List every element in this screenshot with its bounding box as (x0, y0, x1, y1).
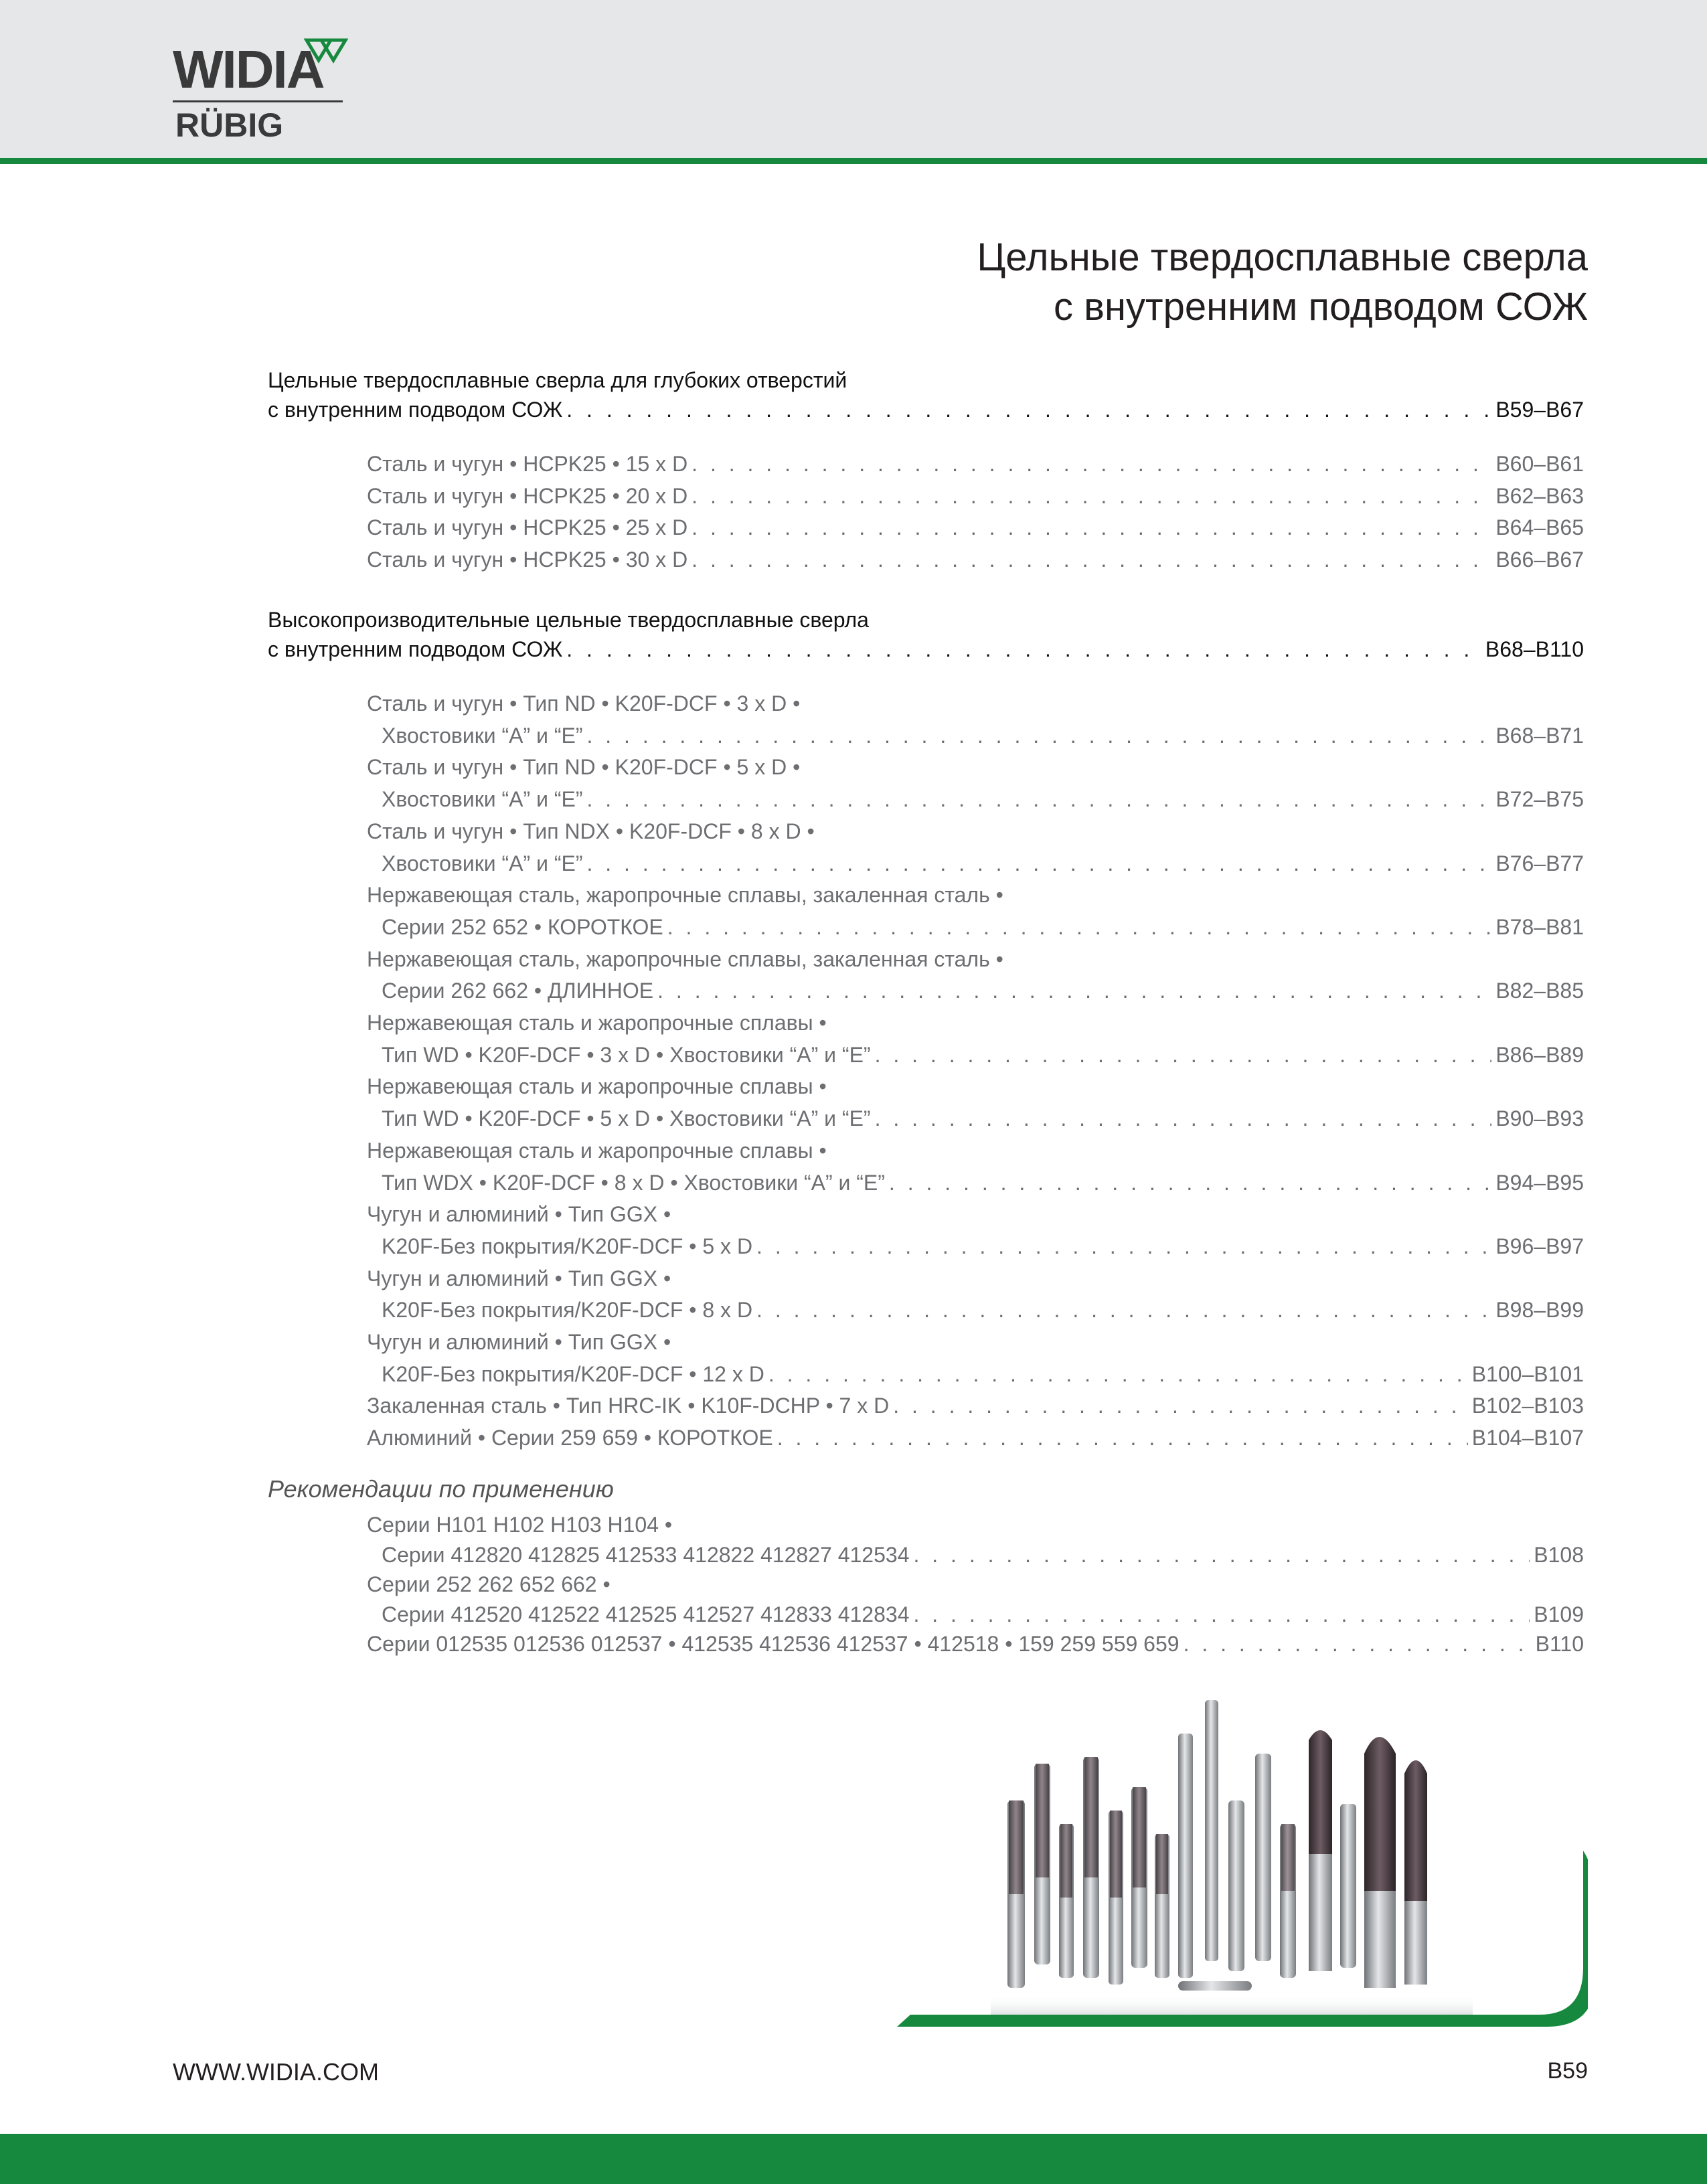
toc-page-ref: B68–B71 (1495, 723, 1584, 748)
toc-page-ref: B72–B75 (1495, 787, 1584, 812)
leader-dots (667, 912, 1492, 944)
toc-list-deep-hole (367, 448, 1584, 576)
leader-dots (913, 1600, 1530, 1630)
toc-section-recommendations-title: Рекомендации по применению (268, 1475, 614, 1503)
toc-page-ref: B66–B67 (1495, 547, 1584, 572)
toc-item-line2: Серии 412520 412522 412525 412527 412833 412834 (382, 1602, 910, 1626)
toc-page-ref: B68–B110 (1485, 637, 1584, 661)
toc-page-ref: B110 (1535, 1632, 1584, 1656)
toc-page-ref: B60–B61 (1495, 452, 1584, 476)
toc-item-line1: Сталь и чугун • Тип ND • K20F-DCF • 5 x D • (367, 755, 801, 780)
toc-item-line1: Чугун и алюминий • Тип GGX • (367, 1330, 671, 1355)
toc-item-text: Сталь и чугун • HCPK25 • 20 x D (367, 483, 688, 508)
toc-page-ref: B96–B97 (1495, 1234, 1584, 1258)
toc-page-ref: B62–B63 (1495, 483, 1584, 508)
toc-item (367, 1007, 1584, 1071)
toc-item-line2: Хвостовики “A” и “E” (382, 851, 583, 875)
leader-dots (875, 1039, 1492, 1072)
toc-item-line2: Тип WD • K20F-DCF • 5 x D • Хвостовики “A” и “E” (382, 1106, 871, 1131)
toc-item-line1: Нержавеющая сталь и жаропрочные сплавы • (367, 1074, 827, 1099)
leader-dots (692, 481, 1491, 513)
toc-item-line1: Нержавеющая сталь, жаропрочные сплавы, закаленная сталь • (367, 883, 1003, 908)
toc-page-ref: B102–B103 (1471, 1394, 1584, 1418)
toc-item (367, 816, 1584, 879)
drills-product-photo (870, 1700, 1588, 2028)
toc-section-title-line1: Высокопроизводительные цельные твердосплавные сверла (268, 608, 869, 632)
header-rule (0, 158, 1707, 164)
widia-rubig-logo (173, 37, 347, 145)
toc-page-ref: B94–B95 (1495, 1170, 1584, 1195)
toc-item (367, 1570, 1584, 1629)
toc-item-line1: Нержавеющая сталь и жаропрочные сплавы • (367, 1011, 827, 1035)
toc-item-line2: K20F-Без покрытия/K20F-DCF • 5 x D (382, 1234, 753, 1258)
toc-section-title-line1: Цельные твердосплавные сверла для глубоких отверстий (268, 368, 847, 392)
toc-item (367, 752, 1584, 815)
leader-dots (692, 512, 1491, 544)
toc-section-high-performance (268, 605, 1584, 664)
leader-dots (889, 1167, 1491, 1199)
leader-dots (586, 848, 1491, 880)
toc-item (367, 1422, 1584, 1454)
toc-item (367, 879, 1584, 943)
toc-item (367, 1135, 1584, 1199)
toc-page-ref: B98–B99 (1495, 1298, 1584, 1323)
toc-item (367, 512, 1584, 544)
toc-item-line2: Тип WD • K20F-DCF • 3 x D • Хвостовики “A” и “E” (382, 1042, 871, 1067)
toc-page-ref: B86–B89 (1495, 1042, 1584, 1067)
toc-page-ref: B90–B93 (1495, 1106, 1584, 1131)
leader-dots (657, 975, 1491, 1007)
leader-dots (913, 1540, 1530, 1570)
leader-dots (756, 1231, 1491, 1263)
leader-dots (692, 448, 1491, 481)
toc-page-ref: B108 (1534, 1542, 1584, 1567)
leader-dots (756, 1294, 1491, 1327)
toc-page-ref: B64–B65 (1495, 515, 1584, 539)
footer-website-link[interactable]: WWW.WIDIA.COM (173, 2058, 379, 2086)
toc-item-text: Сталь и чугун • HCPK25 • 25 x D (367, 515, 688, 539)
leader-dots (1184, 1629, 1532, 1659)
toc-item-line2: Тип WDX • K20F-DCF • 8 x D • Хвостовики “A” и “E” (382, 1170, 885, 1195)
toc-section-title-text: с внутренним подводом СОЖ (268, 398, 563, 422)
toc-item (367, 1390, 1584, 1422)
toc-item-line2: K20F-Без покрытия/K20F-DCF • 8 x D (382, 1298, 753, 1323)
page-title-line2: с внутренним подводом СОЖ (1054, 285, 1588, 329)
toc-section-deep-hole (268, 365, 1584, 424)
toc-item (367, 944, 1584, 1007)
toc-item (367, 1199, 1584, 1262)
toc-item (367, 481, 1584, 513)
toc-page-ref: B59–B67 (1495, 398, 1584, 422)
leader-dots (768, 1359, 1468, 1391)
toc-page-ref: B100–B101 (1471, 1361, 1584, 1386)
toc-list-high-performance (367, 688, 1584, 1454)
toc-page-ref: B82–B85 (1495, 979, 1584, 1003)
logo-widia-text: WIDIA (173, 39, 324, 99)
toc-item (367, 1629, 1584, 1659)
toc-item-line1: Чугун и алюминий • Тип GGX • (367, 1202, 671, 1227)
toc-section-title-line2 (268, 395, 1584, 424)
toc-item-text: Сталь и чугун • HCPK25 • 30 x D (367, 547, 688, 572)
toc-section-title-line2 (268, 635, 1584, 664)
toc-page-ref: B78–B81 (1495, 914, 1584, 939)
leader-dots (586, 784, 1491, 816)
page-title-line1: Цельные твердосплавные сверла (977, 236, 1588, 279)
toc-item-text: Серии 012535 012536 012537 • 412535 412536 412537 • 412518 • 159 259 559 659 (367, 1632, 1180, 1656)
toc-item-line2: Серии 412820 412825 412533 412822 412827 412534 (382, 1542, 910, 1567)
toc-item-line1: Серии H101 H102 H103 H104 • (367, 1513, 673, 1537)
leader-dots (566, 635, 1481, 664)
toc-item-line2: Серии 262 662 • ДЛИННОЕ (382, 979, 654, 1003)
leader-dots (692, 544, 1491, 576)
toc-page-ref: B109 (1534, 1602, 1584, 1626)
leader-dots (777, 1422, 1468, 1454)
toc-item-text: Закаленная сталь • Тип HRC-IK • K10F-DCHP • 7 x D (367, 1394, 890, 1418)
widia-triangle-mark-icon (304, 37, 348, 72)
toc-list-recommendations (367, 1510, 1584, 1659)
leader-dots (893, 1390, 1468, 1422)
toc-item-line2: Серии 252 652 • КОРОТКОЕ (382, 914, 663, 939)
toc-item-line1: Серии 252 262 652 662 • (367, 1572, 611, 1596)
leader-dots (875, 1103, 1492, 1135)
toc-item-line2: Хвостовики “A” и “E” (382, 787, 583, 812)
leader-dots (586, 720, 1491, 752)
toc-item (367, 1510, 1584, 1570)
toc-item-text: Сталь и чугун • HCPK25 • 15 x D (367, 452, 688, 476)
toc-item (367, 688, 1584, 752)
toc-item-line1: Сталь и чугун • Тип NDX • K20F-DCF • 8 x D • (367, 819, 815, 843)
toc-item-line1: Сталь и чугун • Тип ND • K20F-DCF • 3 x D • (367, 691, 801, 716)
toc-item (367, 448, 1584, 481)
toc-page-ref: B104–B107 (1471, 1426, 1584, 1450)
leader-dots (566, 395, 1491, 424)
toc-section-title-text: с внутренним подводом СОЖ (268, 637, 563, 661)
toc-item-line1: Нержавеющая сталь, жаропрочные сплавы, закаленная сталь • (367, 946, 1003, 971)
toc-item (367, 1263, 1584, 1327)
toc-item-line1: Нержавеющая сталь и жаропрочные сплавы • (367, 1138, 827, 1163)
toc-item (367, 1071, 1584, 1135)
page-title (977, 233, 1588, 332)
toc-item (367, 544, 1584, 576)
footer-band (0, 2134, 1707, 2184)
toc-item-text: Алюминий • Серии 259 659 • КОРОТКОЕ (367, 1426, 773, 1450)
toc-page-ref: B76–B77 (1495, 851, 1584, 875)
toc-item-line2: K20F-Без покрытия/K20F-DCF • 12 x D (382, 1361, 764, 1386)
toc-item-line2: Хвостовики “A” и “E” (382, 723, 583, 748)
toc-item-line1: Чугун и алюминий • Тип GGX • (367, 1266, 671, 1290)
logo-divider (173, 100, 343, 102)
toc-item (367, 1327, 1584, 1390)
footer-page-number: B59 (1547, 2058, 1588, 2084)
logo-rubig-text: RÜBIG (175, 106, 284, 144)
